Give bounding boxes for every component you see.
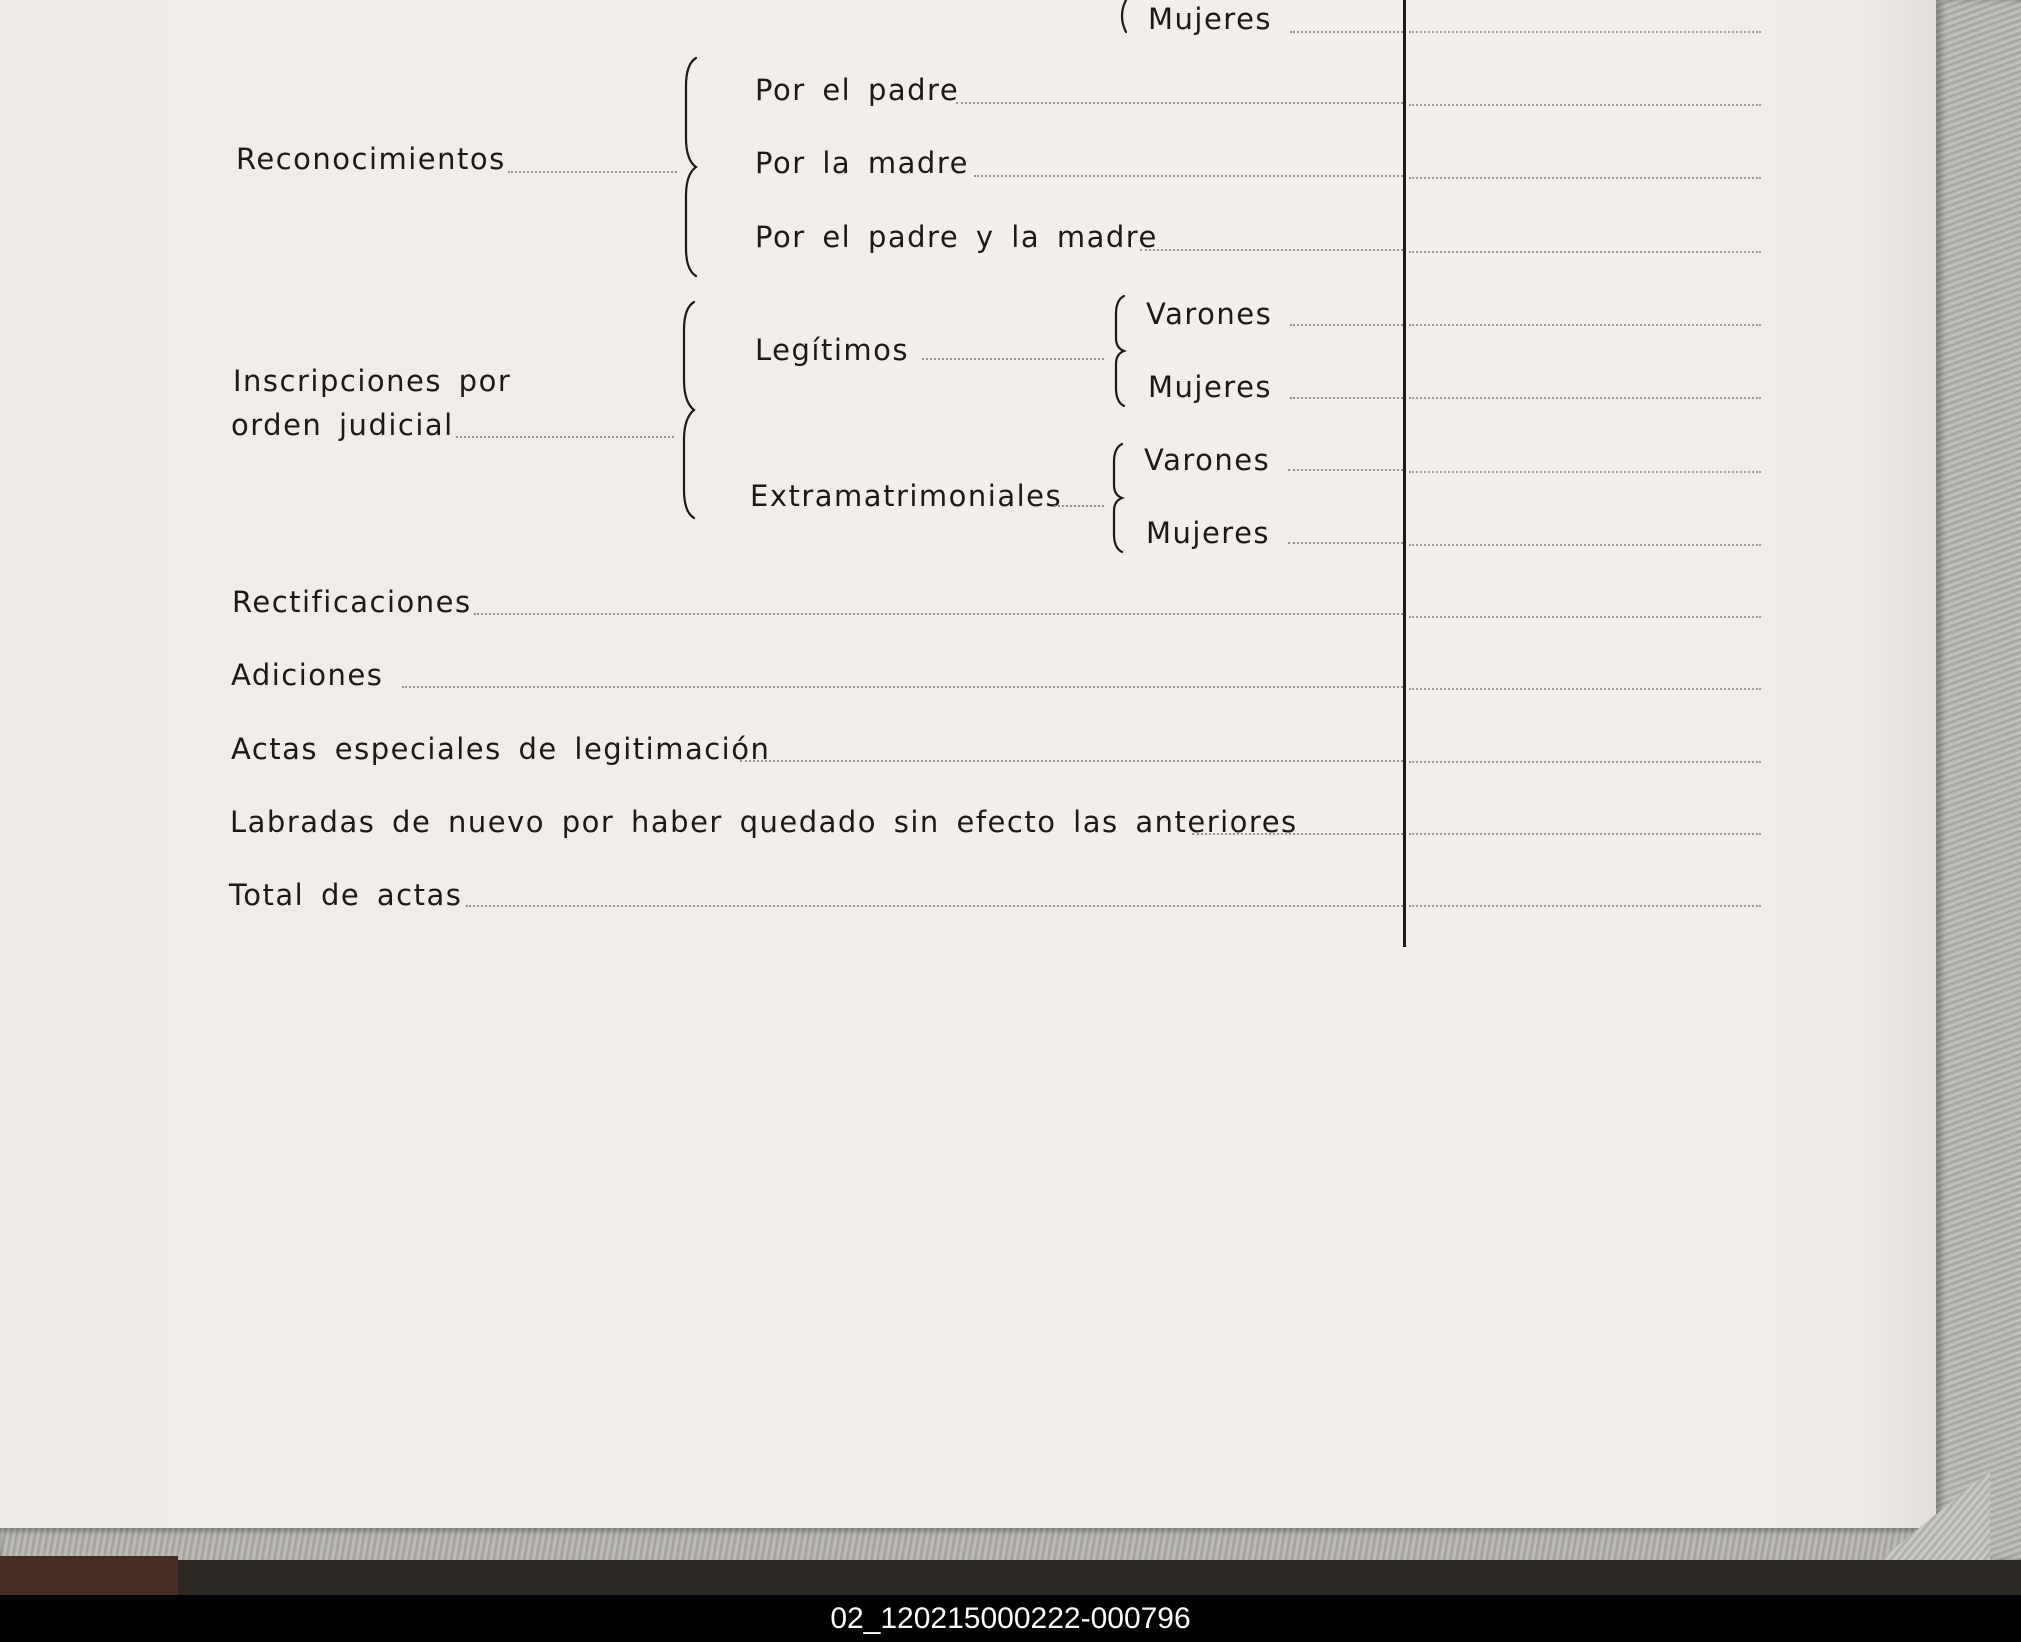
label-actas-especiales: Actas especiales de legitimación xyxy=(231,732,771,766)
value-cell-line xyxy=(1409,544,1761,546)
leader-dots xyxy=(1290,31,1403,33)
leader-dots xyxy=(1290,397,1403,399)
label-rectificaciones: Rectificaciones xyxy=(232,585,472,619)
label-inscripciones-line1: Inscripciones por xyxy=(233,364,512,398)
label-extra-mujeres: Mujeres xyxy=(1146,516,1271,550)
value-cell-line xyxy=(1409,761,1761,763)
label-por-la-madre: Por la madre xyxy=(755,146,969,180)
value-cell-line xyxy=(1409,833,1761,835)
brace-inscripciones xyxy=(676,300,706,520)
label-por-ambos: Por el padre y la madre xyxy=(755,220,1158,254)
leader-dots xyxy=(402,686,1403,688)
brown-book-edge xyxy=(0,1556,178,1595)
label-extra-varones: Varones xyxy=(1144,443,1271,477)
label-por-el-padre: Por el padre xyxy=(755,73,960,107)
brace-reconocimientos xyxy=(678,56,708,278)
page-edge-shadow xyxy=(1860,0,1938,1528)
leader-dots xyxy=(508,171,677,173)
leader-dots xyxy=(1290,324,1403,326)
label-legitimos: Legítimos xyxy=(755,333,909,367)
label-legitimos-mujeres: Mujeres xyxy=(1148,370,1273,404)
book-cover-right-edge xyxy=(1936,0,2021,1560)
leader-dots xyxy=(1288,542,1403,544)
label-adiciones: Adiciones xyxy=(231,658,384,692)
leader-dots xyxy=(1140,249,1403,251)
leader-dots xyxy=(474,613,1403,615)
leader-dots xyxy=(1288,469,1403,471)
leader-dots xyxy=(1054,505,1104,507)
leader-dots xyxy=(456,436,674,438)
leader-dots xyxy=(956,102,1403,104)
leader-dots xyxy=(466,905,1403,907)
label-labradas: Labradas de nuevo por haber quedado sin efecto las anteriores xyxy=(230,805,1298,839)
value-cell-line xyxy=(1409,324,1761,326)
label-total-actas: Total de actas xyxy=(229,878,463,912)
value-cell-line xyxy=(1409,688,1761,690)
image-caption: 02_120215000222-000796 xyxy=(830,1602,1191,1635)
leader-dots xyxy=(922,358,1104,360)
label-top-mujeres: Mujeres xyxy=(1148,2,1273,36)
value-cell-line xyxy=(1409,905,1761,907)
label-legitimos-varones: Varones xyxy=(1146,297,1273,331)
book-cover-bottom-edge xyxy=(0,1528,2021,1560)
brace-top-partial xyxy=(1112,0,1132,35)
column-rule xyxy=(1403,0,1406,947)
value-cell-line xyxy=(1409,616,1761,618)
brace-legitimos xyxy=(1108,294,1134,408)
label-reconocimientos: Reconocimientos xyxy=(236,142,506,176)
value-cell-line xyxy=(1409,104,1761,106)
label-inscripciones-line2: orden judicial xyxy=(231,408,454,442)
brace-extramatrimoniales xyxy=(1106,442,1132,554)
label-extramatrimoniales: Extramatrimoniales xyxy=(750,479,1063,513)
value-cell-line xyxy=(1409,177,1761,179)
value-cell-line xyxy=(1409,251,1761,253)
dark-background-strip xyxy=(0,1560,2021,1595)
leader-dots xyxy=(740,760,1403,762)
leader-dots xyxy=(974,175,1403,177)
value-cell-line xyxy=(1409,31,1761,33)
leader-dots xyxy=(1192,833,1403,835)
value-cell-line xyxy=(1409,471,1761,473)
value-cell-line xyxy=(1409,397,1761,399)
